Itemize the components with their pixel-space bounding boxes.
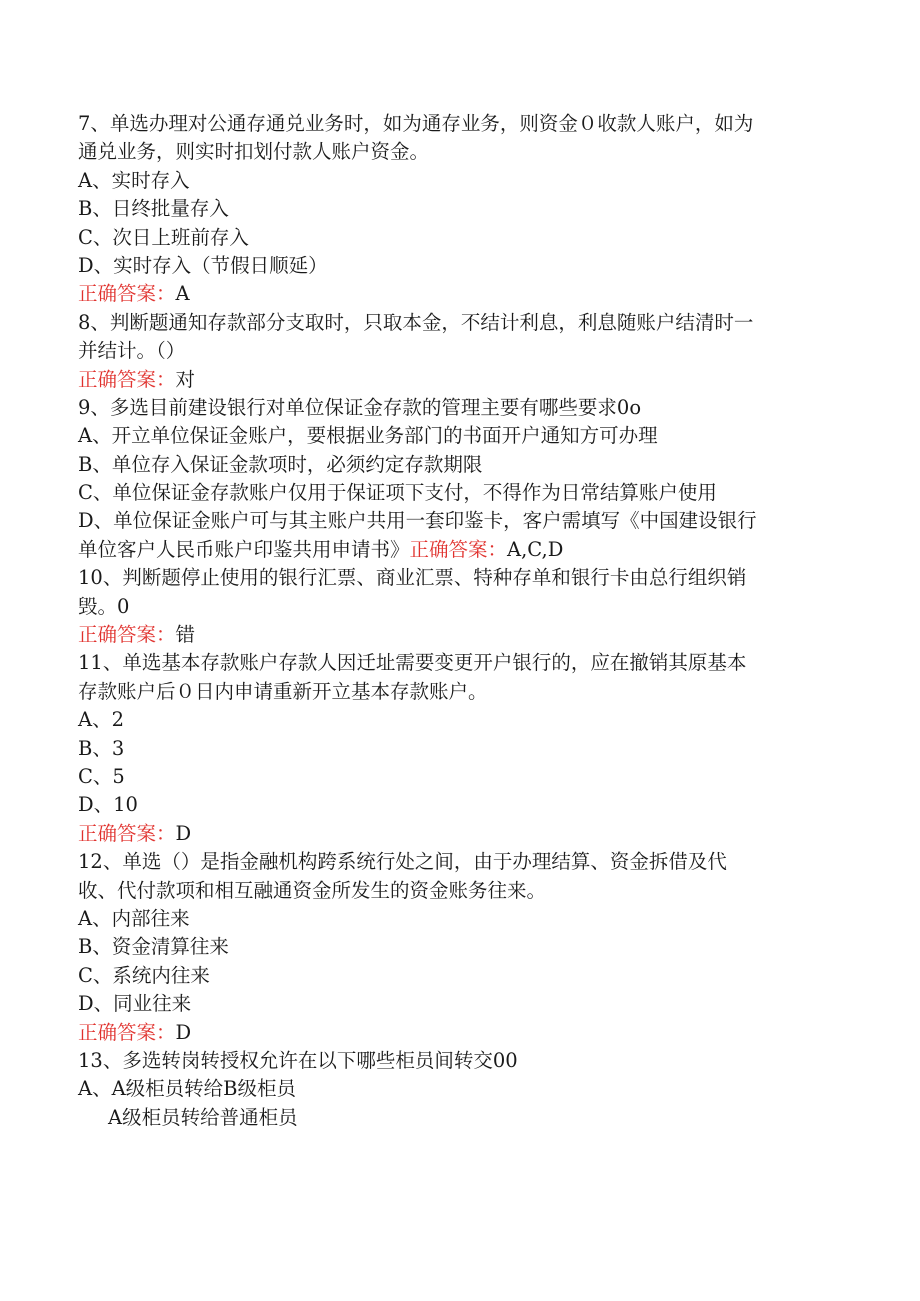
question-9-answer [410,538,564,561]
question-8-stem-line-1: 8、判断题通知存款部分支取时，只取本金，不结计利息，利息随账户结清时一 [78,310,754,334]
answer-value: 错 [175,623,196,647]
answer-value: A,C,D [507,537,564,561]
question-13-option-b: A级柜员转给普通柜员 [108,1105,298,1129]
question-11-option-c: C、5 [78,764,125,788]
question-9-option-c: C、单位保证金存款账户仅用于保证项下支付，不得作为日常结算账户使用 [78,481,717,505]
question-10-answer [78,621,838,649]
question-12-option-c: C、系统内往来 [78,963,210,987]
answer-value: D [175,1020,192,1044]
answer-label: 正确答案： [78,282,176,306]
question-9-option-d-line-1: D、单位保证金账户可与其主账户共用一套印鉴卡，客户需填写《中国建设银行 [78,509,757,533]
question-9-option-a: A、开立单位保证金账户，要根据业务部门的书面开户通知方可办理 [78,424,658,448]
question-9-stem-line-1: 9、多选目前建设银行对单位保证金存款的管理主要有哪些要求0o [78,395,642,419]
answer-value: A [175,282,190,306]
answer-label: 正确答案： [78,367,176,391]
question-11-stem-line-2: 存款账户后０日内申请重新开立基本存款账户。 [78,679,488,703]
question-9-option-b: B、单位存入保证金款项时，必须约定存款期限 [78,452,483,476]
question-11-option-a: A、2 [78,708,124,732]
answer-label: 正确答案： [78,1020,176,1044]
question-7-option-a: A、实时存入 [78,168,190,192]
question-8-stem-line-2: 并结计。（） [78,339,186,363]
question-7-option-c: C、次日上班前存入 [78,225,249,249]
question-10-stem-line-1: 10、判断题停止使用的银行汇票、商业汇票、特种存单和银行卡由总行组织销 [78,566,747,590]
question-13-option-a: A、A级柜员转给B级柜员 [78,1077,296,1101]
question-12-option-a: A、内部往来 [78,906,190,930]
question-11-option-d: D、10 [78,793,138,817]
question-7-option-b: B、日终批量存入 [78,197,229,221]
answer-value: 对 [175,367,196,391]
question-10-stem-line-2: 毁。0 [78,594,130,618]
question-12-stem-line-2: 收、代付款项和相互融通资金所发生的资金账务往来。 [78,878,547,902]
question-7-option-d: D、实时存入（节假日顺延） [78,253,328,277]
question-11-option-b: B、3 [78,736,125,760]
answer-label: 正确答案： [78,821,176,845]
question-13-stem-line-1: 13、多选转岗转授权允许在以下哪些柜员间转交00 [78,1048,518,1072]
document-page [78,110,838,1132]
answer-label: 正确答案： [409,537,508,561]
question-7-answer [78,280,838,308]
answer-value: D [175,821,192,845]
question-12-stem-line-1: 12、单选（）是指金融机构跨系统行处之间，由于办理结算、资金拆借及代 [78,850,727,874]
question-8-answer [78,366,838,394]
question-11-stem-line-1: 11、单选基本存款账户存款人因迁址需要变更开户银行的，应在撤销其原基本 [78,651,747,675]
question-11-answer [78,820,838,848]
question-7-stem-line-2: 通兑业务，则实时扣划付款人账户资金。 [78,140,430,164]
question-12-option-d: D、同业往来 [78,992,192,1016]
question-12-option-b: B、资金清算往来 [78,935,229,959]
question-9-option-d-line-2 [78,536,838,564]
question-7-stem-line-1: 7、单选办理对公通存通兑业务时，如为通存业务，则资金０收款人账户，如为 [78,112,754,135]
option-d-continuation: 单位客户人民币账户印鉴共用申请书》 [78,537,410,561]
answer-label: 正确答案： [78,623,176,647]
question-12-answer [78,1019,838,1047]
